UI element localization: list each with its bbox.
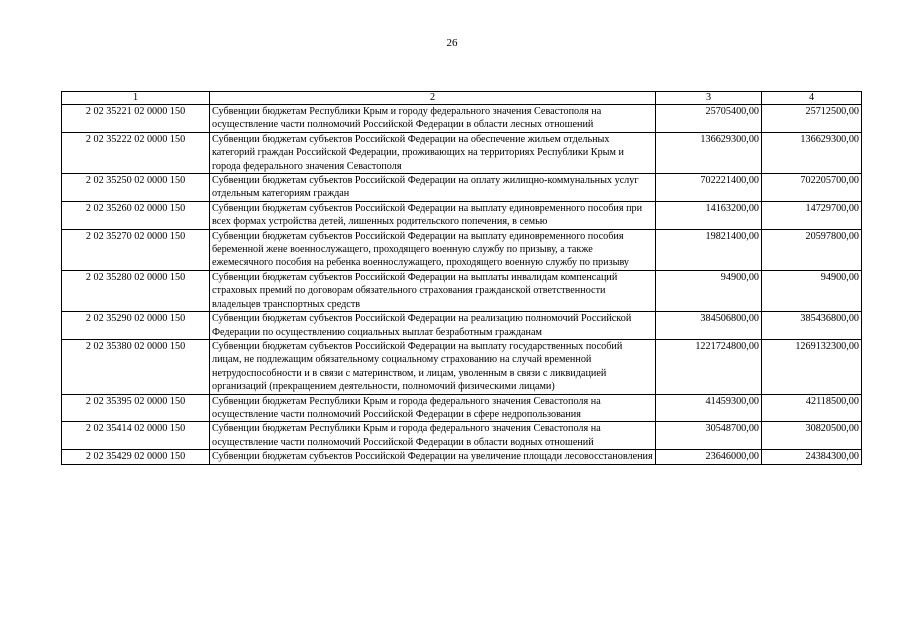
column-header-code: 1 — [62, 92, 210, 105]
row-value-2: 14729700,00 — [762, 201, 862, 229]
row-value-1: 14163200,00 — [656, 201, 762, 229]
row-value-1: 1221724800,00 — [656, 339, 762, 394]
row-code: 2 02 35250 02 0000 150 — [62, 174, 210, 202]
table-row — [62, 105, 862, 133]
row-value-2: 136629300,00 — [762, 132, 862, 173]
row-code: 2 02 35222 02 0000 150 — [62, 132, 210, 173]
row-value-2: 30820500,00 — [762, 422, 862, 450]
row-code: 2 02 35270 02 0000 150 — [62, 229, 210, 270]
row-value-2: 42118500,00 — [762, 394, 862, 422]
row-name: Субвенции бюджетам субъектов Российской Федерации на реализацию полномочий Российской Федерации по осуществлению социальных выплат безработным гражданам — [210, 312, 656, 340]
table-row — [62, 132, 862, 173]
page-number: 26 — [446, 37, 458, 49]
table-row — [62, 312, 862, 340]
row-code: 2 02 35221 02 0000 150 — [62, 105, 210, 133]
row-value-2: 94900,00 — [762, 270, 862, 311]
row-name: Субвенции бюджетам Республики Крым и города федерального значения Севастополя на осуществление части полномочий Российской Федерации в сфере недропользования — [210, 394, 656, 422]
row-code: 2 02 35395 02 0000 150 — [62, 394, 210, 422]
table-row — [62, 394, 862, 422]
row-value-2: 20597800,00 — [762, 229, 862, 270]
row-code: 2 02 35414 02 0000 150 — [62, 422, 210, 450]
column-header-value-1: 3 — [656, 92, 762, 105]
row-value-2: 1269132300,00 — [762, 339, 862, 394]
row-name: Субвенции бюджетам субъектов Российской Федерации на выплату единовременного пособия при всех формах устройства детей, лишенных родительского попечения, в семью — [210, 201, 656, 229]
row-name: Субвенции бюджетам Республики Крым и городу федерального значения Севастополя на осуществление части полномочий Российской Федерации в области лесных отношений — [210, 105, 656, 133]
row-code: 2 02 35260 02 0000 150 — [62, 201, 210, 229]
column-header-name: 2 — [210, 92, 656, 105]
budget-table — [61, 91, 862, 465]
row-code: 2 02 35290 02 0000 150 — [62, 312, 210, 340]
row-code: 2 02 35429 02 0000 150 — [62, 450, 210, 464]
row-name: Субвенции бюджетам субъектов Российской Федерации на оплату жилищно-коммунальных услуг отдельным категориям граждан — [210, 174, 656, 202]
row-code: 2 02 35380 02 0000 150 — [62, 339, 210, 394]
row-value-1: 94900,00 — [656, 270, 762, 311]
table-row — [62, 174, 862, 202]
row-name: Субвенции бюджетам субъектов Российской Федерации на увеличение площади лесовосстановления — [210, 450, 656, 464]
row-code: 2 02 35280 02 0000 150 — [62, 270, 210, 311]
row-value-1: 41459300,00 — [656, 394, 762, 422]
row-value-1: 23646000,00 — [656, 450, 762, 464]
table-header-row — [62, 92, 862, 105]
table-row — [62, 201, 862, 229]
row-value-1: 702221400,00 — [656, 174, 762, 202]
table-row — [62, 450, 862, 464]
row-name: Субвенции бюджетам субъектов Российской Федерации на выплату государственных пособий лицам, не подлежащим обязательному социальному страхованию на случай временной нетрудоспособности и в связи с материнством, и лицам, уволенным в связи с ликвидацией организаций (прекращением деятельности, полномочий физическими лицами) — [210, 339, 656, 394]
row-name: Субвенции бюджетам Республики Крым и города федерального значения Севастополя на осуществление части полномочий Российской Федерации в области водных отношений — [210, 422, 656, 450]
table-row — [62, 422, 862, 450]
column-header-value-2: 4 — [762, 92, 862, 105]
table-row — [62, 229, 862, 270]
row-name: Субвенции бюджетам субъектов Российской Федерации на выплаты инвалидам компенсаций страховых премий по договорам обязательного страхования гражданской ответственности владельцев транспортных средств — [210, 270, 656, 311]
row-value-1: 30548700,00 — [656, 422, 762, 450]
row-value-2: 25712500,00 — [762, 105, 862, 133]
row-value-1: 384506800,00 — [656, 312, 762, 340]
table-row — [62, 339, 862, 394]
row-value-1: 136629300,00 — [656, 132, 762, 173]
row-value-1: 19821400,00 — [656, 229, 762, 270]
row-value-2: 702205700,00 — [762, 174, 862, 202]
row-name: Субвенции бюджетам субъектов Российской Федерации на выплату единовременного пособия беременной жене военнослужащего, проходящего военную службу по призыву, а также ежемесячного пособия на ребенка военнослужащего, проходящего военную службу по призыву — [210, 229, 656, 270]
row-value-1: 25705400,00 — [656, 105, 762, 133]
row-value-2: 24384300,00 — [762, 450, 862, 464]
row-name: Субвенции бюджетам субъектов Российской Федерации на обеспечение жильем отдельных категорий граждан Российской Федерации, проживающих на территориях Республики Крым и города федерального значения Севастополя — [210, 132, 656, 173]
row-value-2: 385436800,00 — [762, 312, 862, 340]
table-row — [62, 270, 862, 311]
